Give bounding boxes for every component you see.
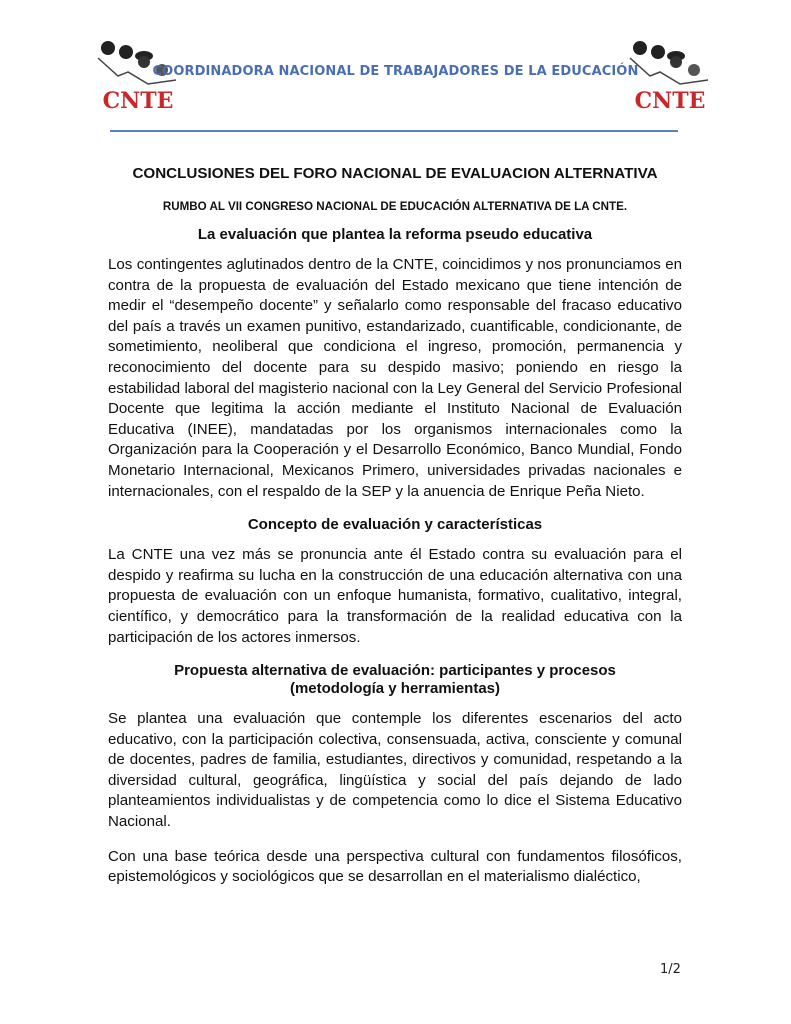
cnte-emblem-icon [620,36,720,114]
organization-name: COORDINADORA NACIONAL DE TRABAJADORES DE LA EDUCACIÓN [152,64,639,79]
svg-text:CNTE: CNTE [102,88,174,114]
document-subtitle: RUMBO AL VII CONGRESO NACIONAL DE EDUCACIÓN ALTERNATIVA DE LA CNTE. [162,200,628,213]
header-divider [110,130,678,132]
paragraph: Con una base teórica desde una perspectiva cultural con fundamentos filosóficos, epistemológicos y sociológicos que se desarrollan en el materialismo dialéctico, [108,847,682,886]
section-heading [108,662,682,698]
page-number: 1/2 [660,962,681,977]
document-body [108,165,682,902]
section-heading: La evaluación que plantea la reforma pseudo educativa [197,226,593,243]
document-title: CONCLUSIONES DEL FORO NACIONAL DE EVALUACION ALTERNATIVA [132,165,658,182]
paragraph: Los contingentes aglutinados dentro de la CNTE, coincidimos y nos pronunciamos en contra de la propuesta de evaluación del Estado mexicano que tiene intención de medir el “desempeño docente” y señalarlo como responsable del fracaso educativo del país a través un examen punitivo, estandarizado, cuantificable, condicionante, de sometimiento, neoliberal que condiciona el ingreso, promoción, permanencia y reconocimiento del docente para su despido masivo; poniendo en riesgo la estabilidad laboral del magisterio nacional con la Ley General del Servicio Profesional Docente que legitima la acción mediante el Instituto Nacional de Evaluación Educativa (INEE), mandatadas por los organismos internacionales como la Organización para la Cooperación y el Desarrollo Económico, Banco Mundial, Fondo Monetario Internacional, Mexicanos Primero, universidades privadas nacionales e internacionales, con el respaldo de la SEP y la anuencia de Enrique Peña Nieto. [108,256,682,500]
section-heading-line1: Propuesta alternativa de evaluación: participantes y procesos [174,662,616,680]
svg-text:CNTE: CNTE [634,88,706,114]
paragraph: La CNTE una vez más se pronuncia ante él Estado contra su evaluación para el despido y reafirma su lucha en la construcción de una educación alternativa con una propuesta de evaluación con un enfoque humanista, formativo, cualitativo, integral, científico, y democrático para la transformación de la realidad educativa con la participación de los actores inmersos. [108,546,682,646]
section-heading: Concepto de evaluación y características [247,516,543,534]
section-heading-line2: (metodología y herramientas) [289,680,501,698]
paragraph: Se plantea una evaluación que contemple los diferentes escenarios del acto educativo, con la participación colectiva, consensuada, activa, consciente y comunal de docentes, padres de familia, estudiantes, directivos y comunidad, respetando a la diversidad cultural, geográfica, lingüística y social del país dejando de lado planteamientos individualistas y de competencia como lo dice el Sistema Educativo Nacional. [108,710,682,831]
cnte-logo-right [620,36,720,114]
